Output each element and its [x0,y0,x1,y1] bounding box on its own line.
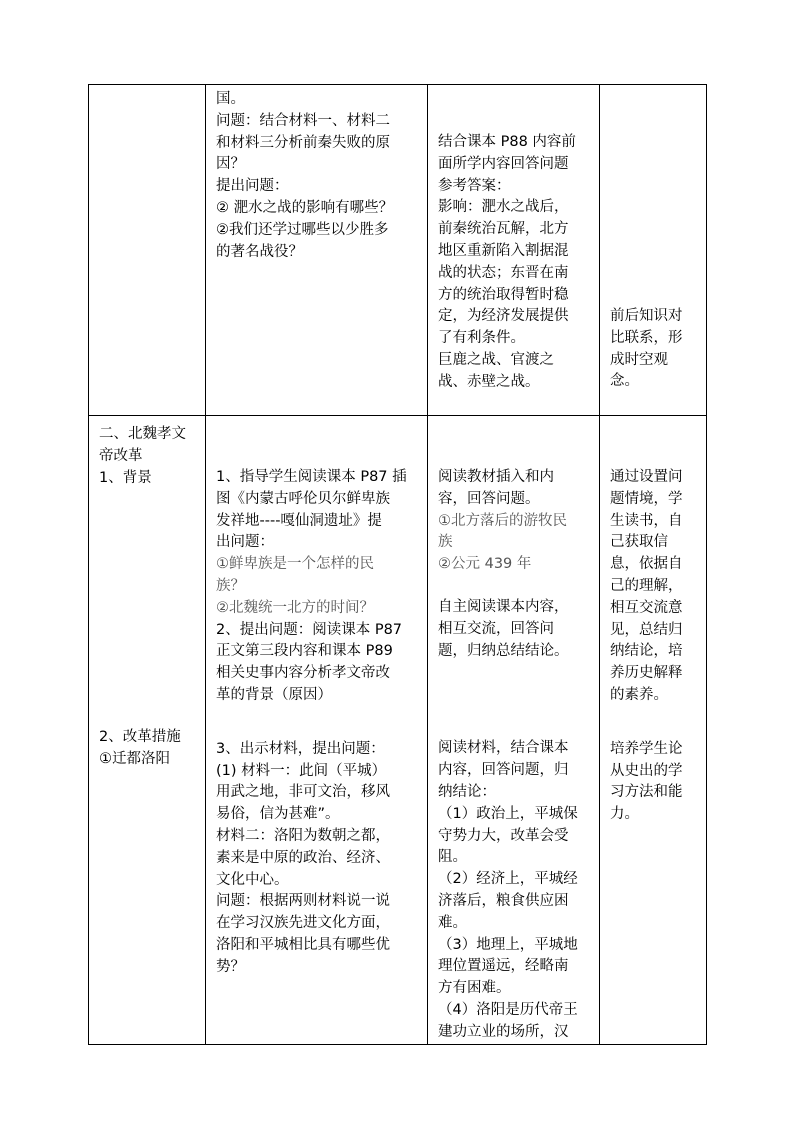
text-line: 正文第三段内容和课本 P89 [216,643,393,660]
text-line: 1、指导学生阅读课本 P87 插 [216,469,407,485]
text-line: （3）地理上，平城地 [438,936,578,953]
text-line: 息，依据自 [610,556,683,573]
text-line: 定，为经济发展提供 [438,308,569,325]
text-line: 族？ [216,577,245,594]
text-line: 文化中心。 [216,871,289,888]
text-line: 生读书，自 [610,512,683,529]
text-line: （2）经济上，平城经 [438,871,578,888]
text-line: 方的统治取得暂时稳 [438,286,569,303]
text-line: 素来是中原的政治、经济、 [216,849,390,866]
text-line: 难。 [438,914,467,931]
text-line: 阅读教材插入和内 [438,469,554,485]
text-line: 成时空观 [610,351,668,368]
text-line: 培养学生论 [610,740,683,757]
text-line: ②北魏统一北方的时间？ [216,599,374,616]
text-line: 参考答案： [438,177,511,194]
text-line: 守势力大，改革会受 [438,827,569,844]
text-line: 用武之地，非可文治，移风 [216,784,390,801]
text-line: 念。 [610,373,639,390]
row1-student-activity-cell [428,85,600,416]
text-line: 从史出的学 [610,762,683,779]
text-line: 提出问题： [216,178,289,195]
text-line: 易俗，信为甚难”。 [216,806,340,823]
text-line: 己获取信 [610,534,668,551]
row2-design-intent-cell [600,416,707,1045]
text-line: ①鲜卑族是一个怎样的民 [216,556,374,573]
text-line: 养历史解释 [610,665,683,682]
text-line: 影响：淝水之战后， [438,199,569,216]
text-line: 因？ [216,156,245,173]
text-line: 图《内蒙古呼伦贝尔鲜卑族 [216,490,390,507]
text-line: 阻。 [438,849,467,866]
text-line: 相互交流意 [610,599,683,616]
subheading-background: 1、背景 [99,469,152,486]
text-line: 发祥地----嘎仙洞遗址》提 [216,512,382,529]
row1-teacher-activity-cell [206,85,428,416]
text-line: 纳结论： [438,783,496,800]
text-line: 的素养。 [610,686,668,703]
text-line: 前秦统治瓦解，北方 [438,221,569,238]
text-line: 3、出示材料，提出问题： [216,740,385,757]
text-line: ② 淝水之战的影响有哪些？ [216,199,394,216]
row2-stage-cell [89,416,206,1045]
row1-stage-cell [89,85,206,416]
text-line: 问题：根据两则材料说一说 [216,893,390,910]
text-line: 了有利条件。 [438,330,525,347]
text-line: 习方法和能 [610,784,683,801]
text-line: 题情境，学 [610,490,683,507]
text-line: 建功立业的场所，汉 [438,1023,569,1040]
text-line: 相关史事内容分析孝文帝改 [216,665,390,682]
text-line: 力。 [610,806,639,823]
text-line: 族 [438,534,453,551]
text-line: 自主阅读课本内容， [438,598,569,615]
text-line: 2、提出问题：阅读课本 P87 [216,621,403,638]
text-line: 战、赤壁之战。 [438,373,540,390]
lesson-plan-table [88,84,707,1045]
text-line: 面所学内容回答问题 [438,155,569,172]
row2-teacher-activity-cell [206,416,428,1045]
text-line: 见，总结归 [610,621,683,638]
text-line: 容，回答问题。 [438,490,540,507]
text-line: 通过设置问 [610,469,683,485]
text-line: 国。 [216,91,245,107]
row2-student-activity-cell [428,416,600,1045]
text-line: 题，归纳总结结论。 [438,642,569,659]
section-title-cont: 帝改革 [99,447,143,464]
row1-design-intent-cell [600,85,707,416]
text-line: 比联系，形 [610,329,683,346]
text-line: ②公元 439 年 [438,556,532,573]
text-line: 阅读材料，结合课本 [438,740,569,757]
text-line: ①北方落后的游牧民 [438,512,567,529]
text-line: 前后知识对 [610,308,683,324]
text-line: 革的背景（原因） [216,686,332,703]
text-line: 势？ [216,958,245,975]
table-row [89,85,707,416]
text-line: 问题：结合材料一、材料二 [216,112,390,129]
text-line: (1) 材料一：此间（平城） [216,762,387,779]
text-line: 出问题： [216,534,274,551]
text-line: 的著名战役？ [216,243,303,260]
text-line: 内容，回答问题，归 [438,762,569,779]
table-row [89,416,707,1045]
subheading-reform-measures: 2、改革措施 [99,729,181,746]
text-line: 方有困难。 [438,980,511,997]
text-line: 相互交流，回答问 [438,620,554,637]
text-line: 纳结论，培 [610,643,683,660]
text-line: 己的理解， [610,577,683,594]
text-line: 巨鹿之战、官渡之 [438,351,554,368]
text-line: 理位置遥远，经略南 [438,958,569,975]
text-line: 洛阳和平城相比具有哪些优 [216,936,390,953]
text-line: 在学习汉族先进文化方面， [216,915,390,932]
text-line: ②我们还学过哪些以少胜多 [216,221,389,238]
section-title: 二、北魏孝文 [99,426,186,442]
text-line: 和材料三分析前秦失败的原 [216,134,390,151]
subheading-move-capital: ①迁都洛阳 [99,751,170,768]
text-line: （1）政治上，平城保 [438,805,578,822]
text-line: 材料二：洛阳为数朝之都， [216,827,390,844]
text-line: 结合课本 P88 内容前 [438,134,576,150]
text-line: 济落后，粮食供应困 [438,892,569,909]
text-line: 地区重新陷入割据混 [438,242,569,259]
text-line: （4）洛阳是历代帝王 [438,1001,578,1018]
text-line: 战的状态；东晋在南 [438,264,569,281]
